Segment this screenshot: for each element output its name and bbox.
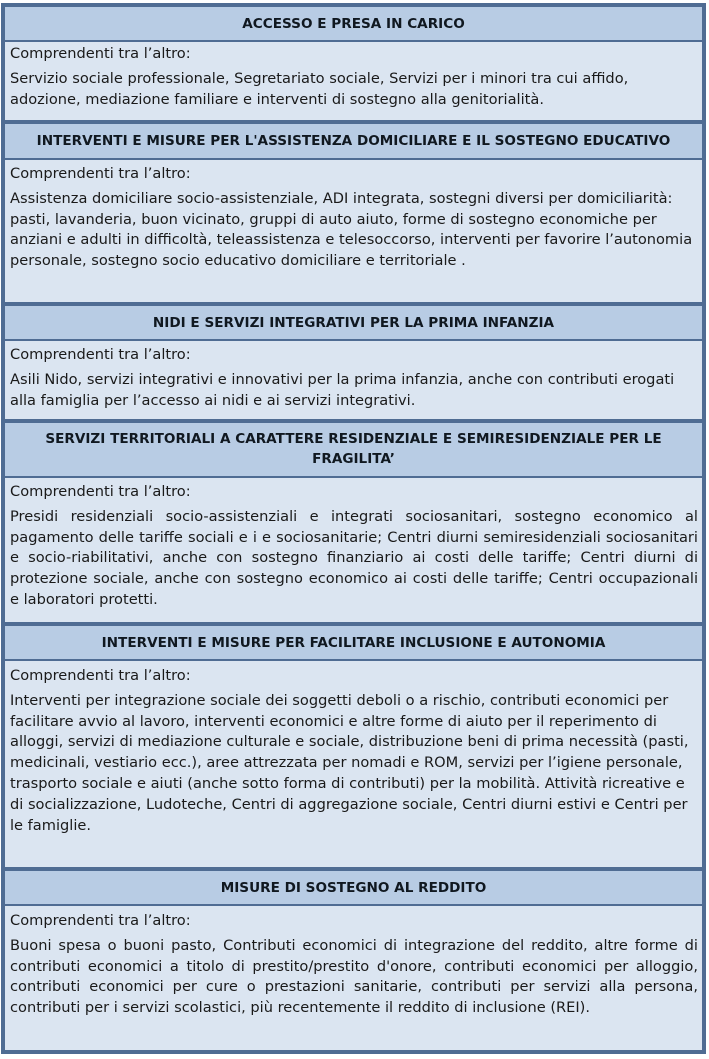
- section-title: INTERVENTI E MISURE PER L'ASSISTENZA DOMICILIARE E IL SOSTEGNO EDUCATIVO: [36, 133, 671, 149]
- section-header: [3, 5, 704, 42]
- section-text: Interventi per integrazione sociale dei soggetti deboli o a rischio, contributi economici per facilitare avvio al lavoro, interventi economici e altre forme di aiuto per il reperimento di alloggi, servizi di mediazione culturale e sociale, distribuzione beni di prima necessità (pasti, medicinali, vestiario ecc.), aree attrezzata per nomadi e ROM, servizi per l’igiene personale, trasporto sociale e aiuti (anche sotto forma di contributi) per la mobilità. Attività ricreative e di socializzazione, Ludoteche, Centri di aggregazione sociale, Centri diurni estivi e Centri per le famiglie.: [10, 691, 689, 834]
- section-title: ACCESSO E PRESA IN CARICO: [242, 16, 465, 32]
- section-title: MISURE DI SOSTEGNO AL REDDITO: [220, 880, 487, 896]
- section-intro: Comprendenti tra l’altro:: [10, 346, 191, 363]
- section-body: [3, 341, 704, 421]
- section-header: [3, 421, 704, 478]
- section-header: [3, 122, 704, 160]
- section-title: NIDI E SERVIZI INTEGRATIVI PER LA PRIMA INFANZIA: [152, 315, 555, 331]
- section-title: SERVIZI TERRITORIALI A CARATTERE RESIDENZIALE E SEMIRESIDENZIALE PER LE FRAGILITA’: [45, 431, 662, 467]
- services-table: [1, 3, 706, 1054]
- section-intro: Comprendenti tra l’altro:: [10, 45, 191, 62]
- section-intro: Comprendenti tra l’altro:: [10, 483, 191, 500]
- section-header: [3, 624, 704, 661]
- section-header: [3, 869, 704, 906]
- section-intro: Comprendenti tra l’altro:: [10, 667, 191, 684]
- section-text: Buoni spesa o buoni pasto, Contributi economici di integrazione del reddito, altre forme di contributi economici a titolo di prestito/prestito d'onore, contributi economici per alloggio, contributi economici per cure o prestazioni sanitarie, contributi per servizi alla persona, contributi per i servizi scolastici, più recentemente il reddito di inclusione (REI).: [10, 936, 698, 1017]
- section-text: Assistenza domiciliare socio-assistenziale, ADI integrata, sostegni diversi per domiciliarità: pasti, lavanderia, buon vicinato, gruppi di auto aiuto, forme di sostegno economiche per anziani e adulti in difficoltà, teleassistenza e telesoccorso, interventi per favorire l’autonomia personale, sostegno socio educativo domiciliare e territoriale .: [10, 189, 693, 270]
- section-header: [3, 304, 704, 341]
- section-body: [3, 661, 704, 869]
- section-text: Asili Nido, servizi integrativi e innovativi per la prima infanzia, anche con contributi erogati alla famiglia per l’accesso ai nidi e ai servizi integrativi.: [10, 370, 675, 409]
- section-text: Presidi residenziali socio-assistenziali e integrati sociosanitari, sostegno economico al pagamento delle tariffe sociali e i e sociosanitarie; Centri diurni semiresidenziali sociosanitari e socio-riabilitativi, anche con sostegno finanziario ai costi delle tariffe; Centri diurni di protezione sociale, anche con sostegno economico ai costi delle tariffe; Centri occupazionali e laboratori protetti.: [10, 507, 698, 608]
- section-body: [3, 478, 704, 624]
- section-body: [3, 160, 704, 304]
- section-intro: Comprendenti tra l’altro:: [10, 912, 191, 929]
- section-body: [3, 906, 704, 1052]
- section-body: [3, 42, 704, 122]
- section-title: INTERVENTI E MISURE PER FACILITARE INCLUSIONE E AUTONOMIA: [101, 635, 606, 651]
- section-text: Servizio sociale professionale, Segretariato sociale, Servizi per i minori tra cui affido, adozione, mediazione familiare e interventi di sostegno alla genitorialità.: [10, 69, 629, 108]
- section-intro: Comprendenti tra l’altro:: [10, 165, 191, 182]
